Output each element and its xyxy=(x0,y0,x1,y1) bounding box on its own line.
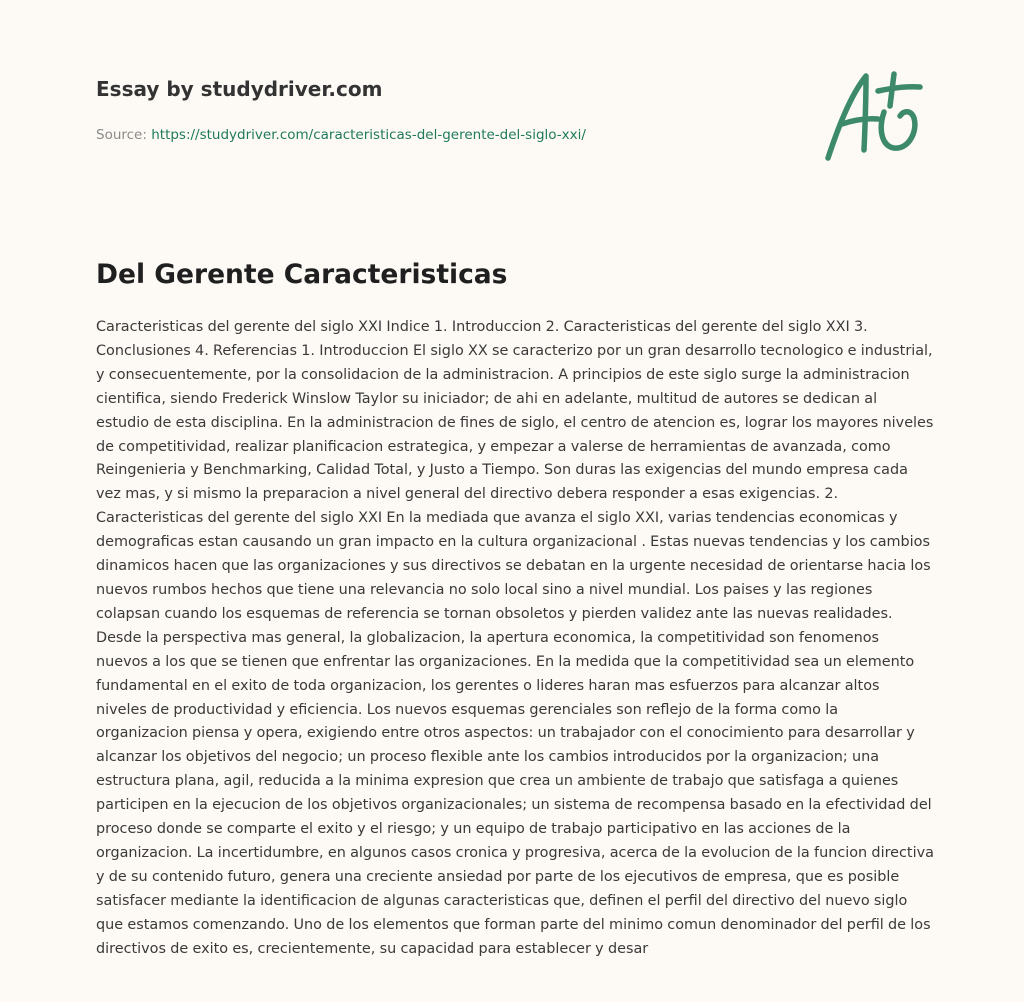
document-body: Caracteristicas del gerente del siglo XXI Indice 1. Introduccion 2. Caracteristicas del gerente del siglo XXI 3. Conclusiones 4. Referencias 1. Introduccion El siglo XX se caracterizo por un gran desarrollo tecnologico e industrial, y consecuentemente, por la consolidacion de la administracion. A principios de este siglo surge la administracion cientifica, siendo Frederick Winslow Taylor su iniciador; de ahi en adelante, multitud de autores se dedican al estudio de esta disciplina. En la administracion de fines de siglo, el centro de atencion es, lograr los mayores niveles de competitividad, realizar planificacion estrategica, y empezar a valerse de herramientas de avanzada, como Reingenieria y Benchmarking, Calidad Total, y Justo a Tiempo. Son duras las exigencias del mundo empresa cada vez mas, y si mismo la preparacion a nivel general del directivo debera responder a esas exigencias. 2. Caracteristicas del gerente del siglo XXI En la mediada que avanza el siglo XXI, varias tendencias economicas y demograficas estan causando un gran impacto en la cultura organizacional . Estas nuevas tendencias y los cambios dinamicos hacen que las organizaciones y sus directivos se debatan en la urgente necesidad de orientarse hacia los nuevos rumbos hechos que tiene una relevancia no solo local sino a nivel mundial. Los paises y las regiones colapsan cuando los esquemas de referencia se tornan obsoletos y pierden validez ante las nuevas realidades. Desde la perspectiva mas general, la globalizacion, la apertura economica, la competitividad son fenomenos nuevos a los que se tienen que enfrentar las organizaciones. En la medida que la competitividad sea un elemento fundamental en el exito de toda organizacion, los gerentes o lideres haran mas esfuerzos para alcanzar altos niveles de productividad y eficiencia. Los nuevos esquemas gerenciales son reflejo de la forma como la organizacion piensa y opera, exigiendo entre otros aspectos: un trabajador con el conocimiento para desarrollar y alcanzar los objetivos del negocio; un proceso flexible ante los cambios introducidos por la organizacion; una estructura plana, agil, reducida a la minima expresion que crea un ambiente de trabajo que satisfaga a quienes participen en la ejecucion de los objetivos organizacionales; un sistema de recompensa basado en la efectividad del proceso donde se comparte el exito y el riesgo; y un equipo de trabajo participativo en las acciones de la organizacion. La incertidumbre, en algunos casos cronica y progresiva, acerca de la evolucion de la funcion directiva y de su contenido futuro, genera una creciente ansiedad por parte de los ejecutivos de empresa, que es posible satisfacer mediante la identificacion de algunas caracteristicas que, definen el perfil del directivo del nuevo siglo que estamos comenzando. Uno de los elementos que forman parte del minimo comun denominador del perfil de los directivos de exito es, crecientemente, su capacidad para establecer y desar xyxy=(96,319,934,957)
source-label: Source: xyxy=(96,127,152,143)
source-line xyxy=(96,126,796,144)
a-plus-logo-icon xyxy=(820,66,930,166)
site-title: Essay by studydriver.com xyxy=(96,77,383,101)
source-link[interactable]: https://studydriver.com/caracteristicas-del-gerente-del-siglo-xxi/ xyxy=(151,127,586,143)
document-title: Del Gerente Caracteristicas xyxy=(96,259,508,290)
page-header xyxy=(96,74,796,144)
